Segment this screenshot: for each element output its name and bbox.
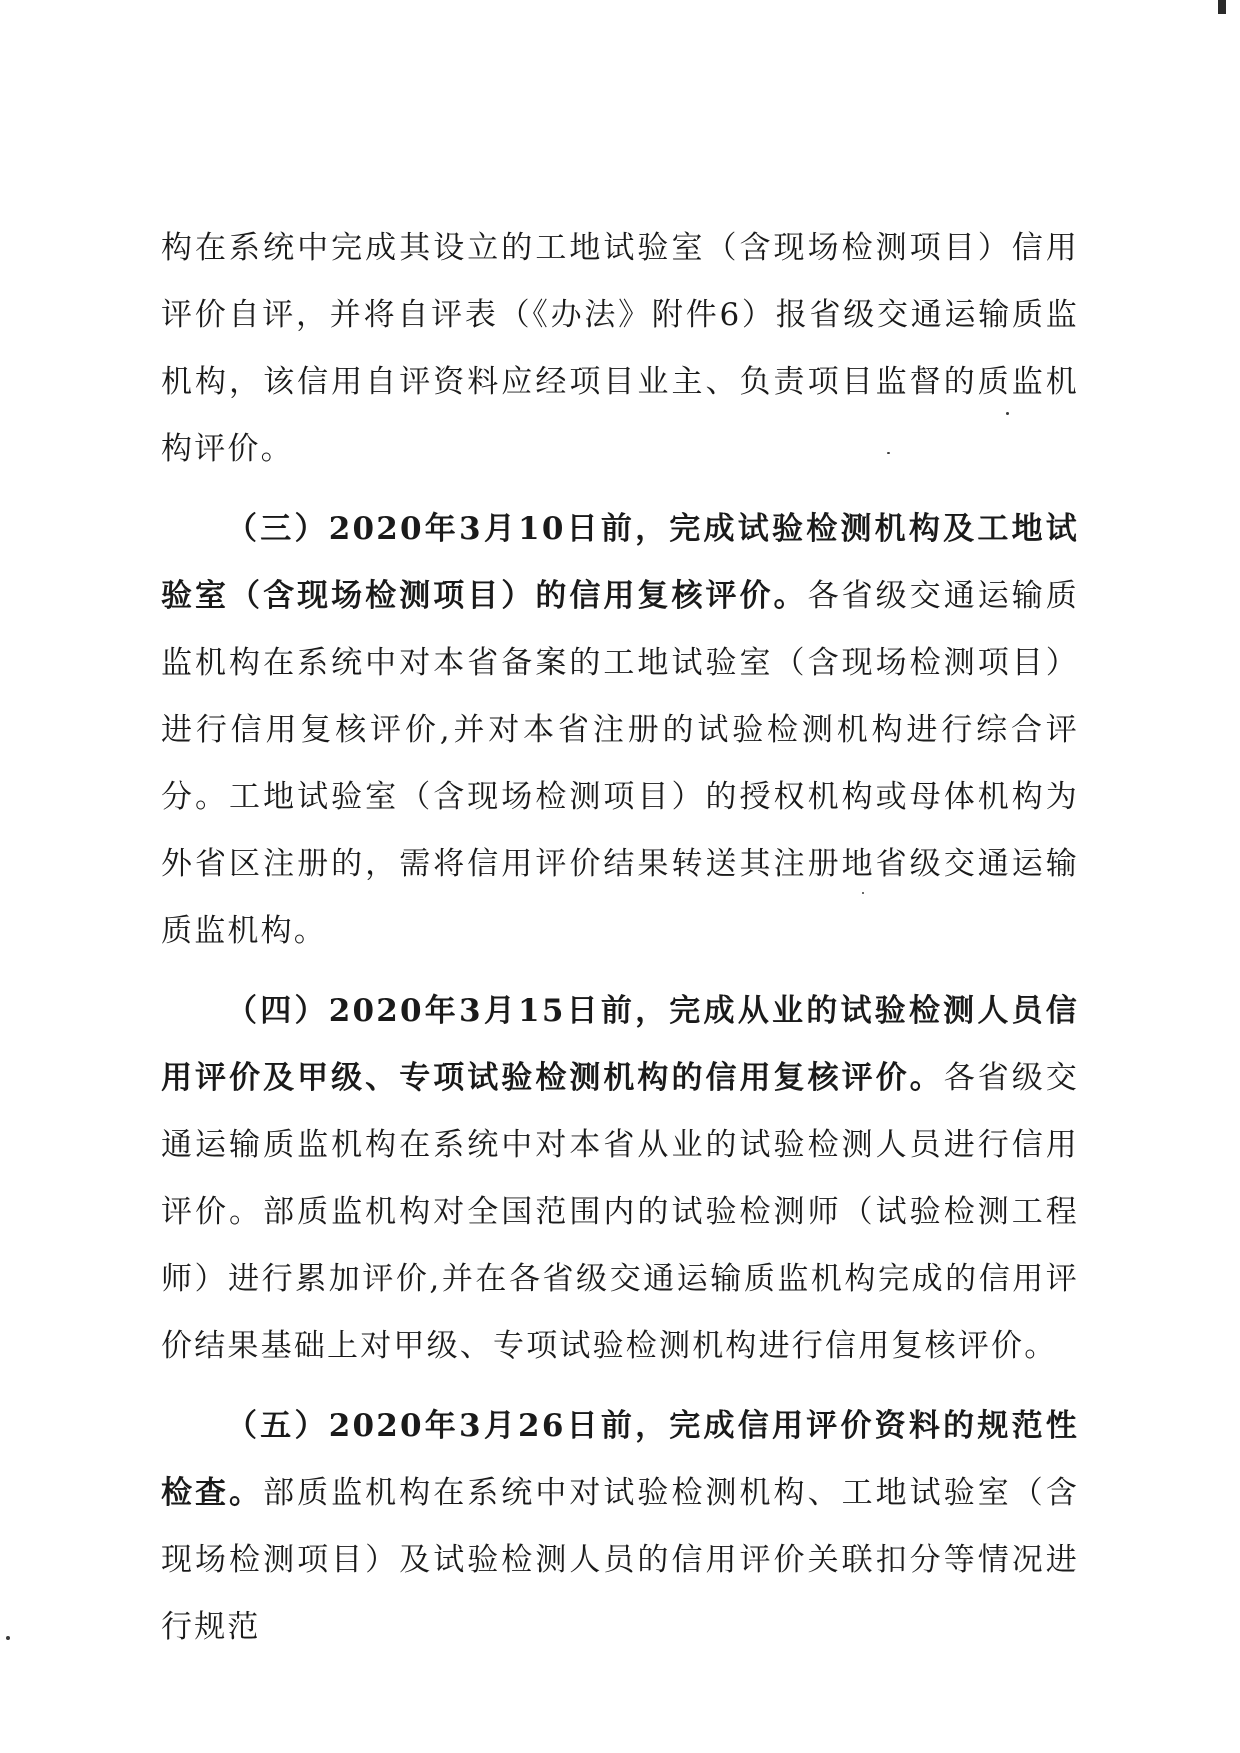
scan-edge-mark (1218, 0, 1226, 14)
scan-speck (887, 452, 890, 454)
section-heading: （四）2020年3月15日前，完成从业的试验检测人员信用评价及甲级、专项试验检测机构的信用复核评价。 (161, 993, 1079, 1096)
scan-speck (862, 892, 864, 894)
paragraph-text: 各省级交通运输质监机构在系统中对本省备案的工地试验室（含现场检测项目）进行信用复核评价,并对本省注册的试验检测机构进行综合评分。工地试验室（含现场检测项目）的授权机构或母体机构为外省区注册的，需将信用评价结果转送其注册地省级交通运输质监机构。 (161, 578, 1079, 949)
scan-speck (6, 1636, 10, 1640)
paragraph-continuation (161, 215, 1079, 483)
section-heading: （三）2020年3月10日前，完成试验检测机构及工地试验室（含现场检测项目）的信用复核评价。 (161, 511, 1079, 614)
scan-speck (1006, 412, 1009, 415)
paragraph-text: 部质监机构在系统中对试验检测机构、工地试验室（含现场检测项目）及试验检测人员的信用评价关联扣分等情况进行规范 (161, 1475, 1079, 1645)
paragraph-section-4 (161, 978, 1079, 1380)
paragraph-section-5 (161, 1393, 1079, 1661)
section-heading: （五）2020年3月26日前，完成信用评价资料的规范性检查。 (161, 1408, 1079, 1511)
paragraph-text: 构在系统中完成其设立的工地试验室（含现场检测项目）信用评价自评，并将自评表（《办法》附件6）报省级交通运输质监机构，该信用自评资料应经项目业主、负责项目监督的质监机构评价。 (161, 230, 1079, 467)
document-body (161, 215, 1079, 1661)
paragraph-text: 各省级交通运输质监机构在系统中对本省从业的试验检测人员进行信用评价。部质监机构对全国范围内的试验检测师（试验检测工程师）进行累加评价,并在各省级交通运输质监机构完成的信用评价结果基础上对甲级、专项试验检测机构进行信用复核评价。 (161, 1060, 1079, 1364)
paragraph-section-3 (161, 496, 1079, 965)
